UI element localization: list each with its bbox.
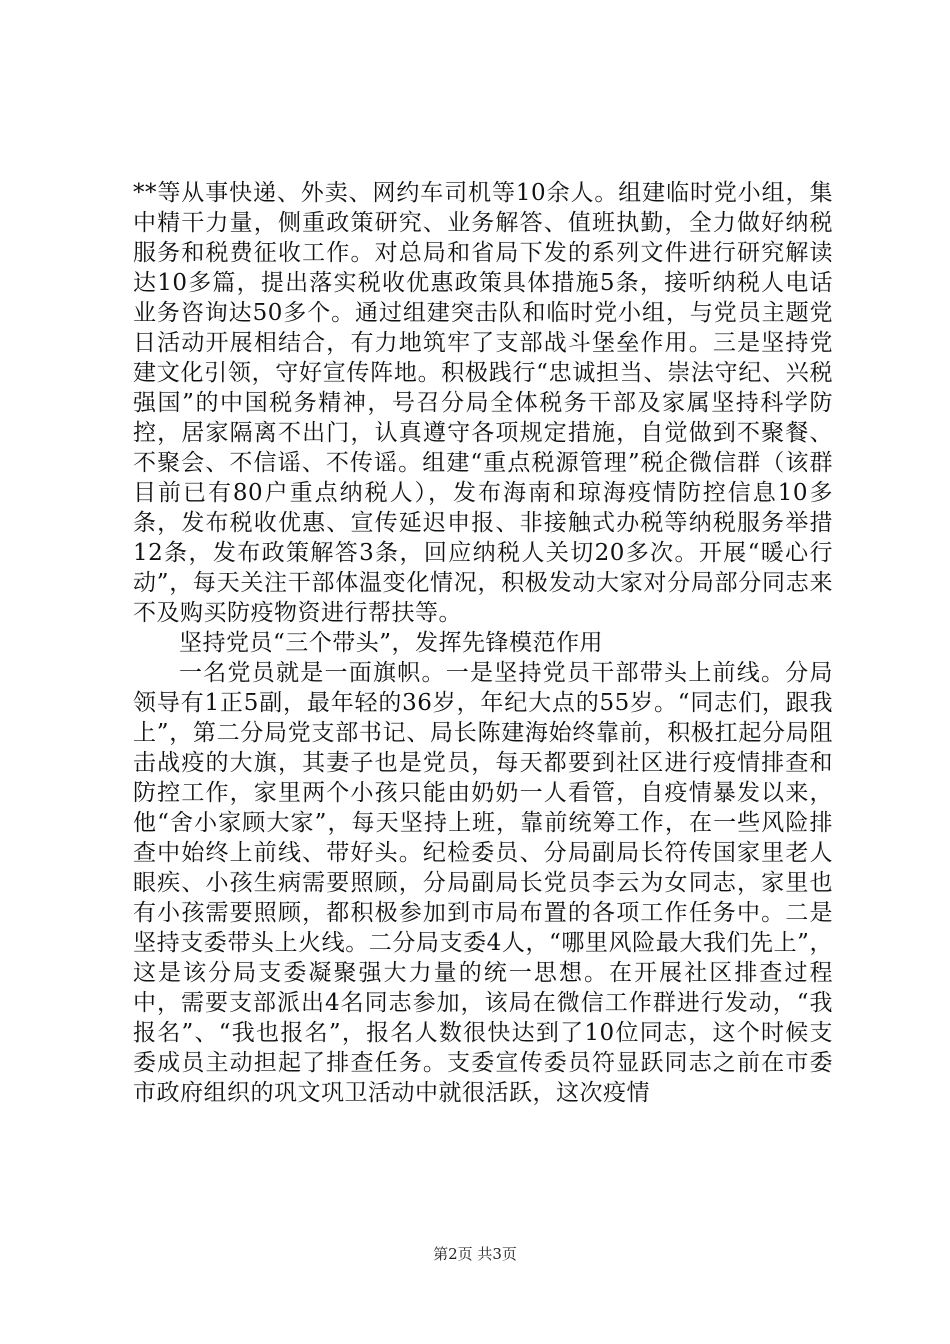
section-heading: 坚持党员“三个带头”，发挥先锋模范作用 <box>179 630 604 656</box>
page-number-footer: 第2页 共3页 <box>433 1245 517 1263</box>
paragraph-continued: **等从事快递、外卖、网约车司机等10余人。组建临时党小组，集中精干力量，侧重政策研究、业务解答、值班执勤，全力做好纳税服务和税费征收工作。对总局和省局下发的系列文件进行研究解读达10多篇，提出落实税收优惠政策具体措施5条，接听纳税人电话业务咨询达50多个。通过组建突击队和临时党小组，与党员主题党日活动开展相结合，有力地筑牢了支部战斗堡垒作用。三是坚持党建文化引领，守好宣传阵地。积极践行“忠诚担当、崇法守纪、兴税强国”的中国税务精神，号召分局全体税务干部及家属坚持科学防控，居家隔离不出门，认真遵守各项规定措施，自觉做到不聚餐、不聚会、不信谣、不传谣。组建“重点税源管理”税企微信群（该群目前已有80户重点纳税人），发布海南和琼海疫情防控信息10多条，发布税收优惠、宣传延迟申报、非接触式办税等纳税服务举措12条，发布政策解答3条，回应纳税人关切20多次。开展“暖心行动”，每天关注干部体温变化情况，积极发动大家对分局部分同志来不及购买防疫物资进行帮扶等。 <box>133 180 833 626</box>
paragraph: 一名党员就是一面旗帜。一是坚持党员干部带头上前线。分局领导有1正5副，最年轻的36岁，年纪大点的55岁。“同志们，跟我上”，第二分局党支部书记、局长陈建海始终靠前，积极扛起分局阻击战疫的大旗，其妻子也是党员，每天都要到社区进行疫情排查和防控工作，家里两个小孩只能由奶奶一人看管，自疫情暴发以来，他“舍小家顾大家”，每天坚持上班，靠前统筹工作，在一些风险排查中始终上前线、带好头。纪检委员、分局副局长符传国家里老人眼疾、小孩生病需要照顾，分局副局长党员李云为女同志，家里也有小孩需要照顾，都积极参加到市局布置的各项工作任务中。二是坚持支委带头上火线。二分局支委4人，“哪里风险最大我们先上”，这是该分局支委凝聚强大力量的统一思想。在开展社区排查过程中，需要支部派出4名同志参加，该局在微信工作群进行发动，“我报名”、“我也报名”，报名人数很快达到了10位同志，这个时候支委成员主动担起了排查任务。支委宣传委员符显跃同志之前在市委市政府组织的巩文巩卫活动中就很活跃，这次疫情 <box>133 660 833 1106</box>
document-body <box>133 178 833 1108</box>
